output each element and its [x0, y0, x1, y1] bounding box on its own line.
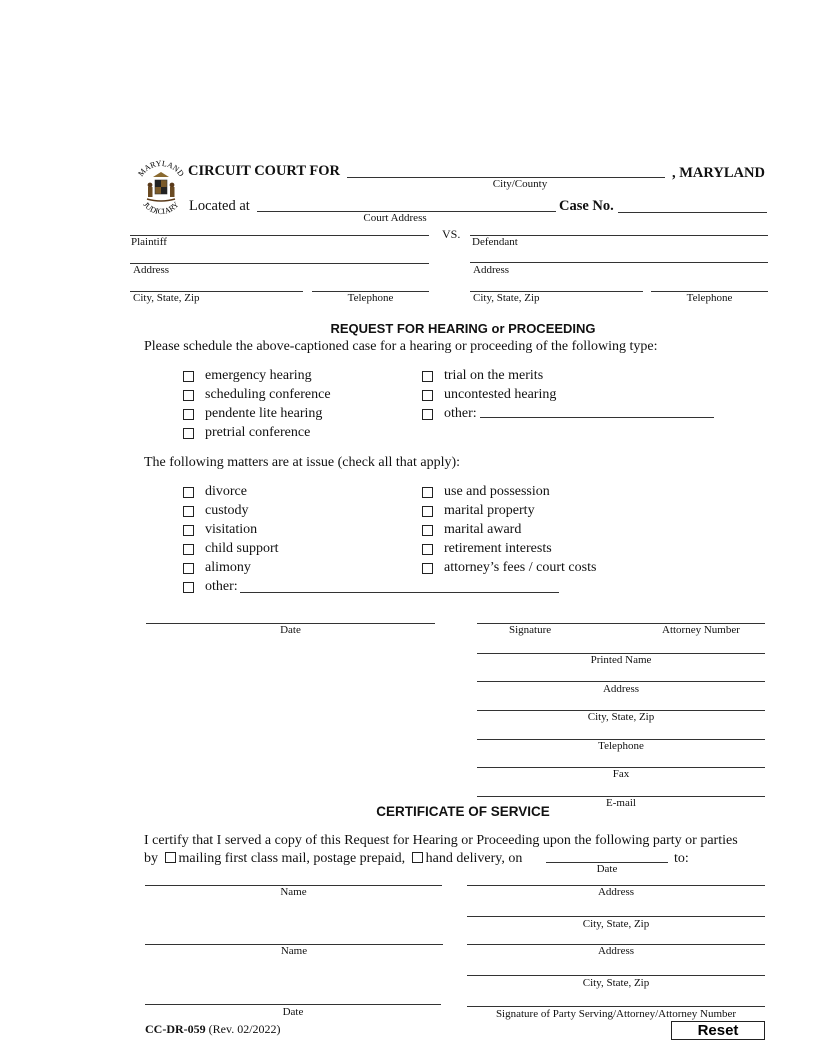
signer-address-label: Address: [602, 683, 640, 695]
checkbox-square[interactable]: [422, 563, 433, 574]
checkbox-square[interactable]: [422, 525, 433, 536]
trial-on-the-merits-checkbox[interactable]: trial on the merits: [422, 368, 543, 384]
divorce-checkbox[interactable]: divorce: [183, 484, 247, 500]
plaintiff-address-field[interactable]: [130, 263, 429, 264]
signature-label: Signature: [509, 624, 552, 636]
emergency-hearing-checkbox[interactable]: emergency hearing: [183, 368, 312, 384]
signer-address-field[interactable]: [477, 681, 765, 682]
alimony-checkbox[interactable]: alimony: [183, 560, 251, 576]
matters-intro: The following matters are at issue (check all that apply):: [144, 455, 461, 470]
request-intro: Please schedule the above-captioned case for a hearing or proceeding of the following type:: [144, 339, 658, 354]
to-label: to:: [674, 851, 689, 866]
defendant-telephone-label: Telephone: [686, 292, 733, 304]
city-county-label: City/County: [492, 178, 548, 190]
service-date-label: Date: [596, 863, 618, 875]
checkbox-square[interactable]: [183, 582, 194, 593]
plaintiff-label: Plaintiff: [131, 236, 167, 248]
uncontested-hearing-checkbox[interactable]: uncontested hearing: [422, 387, 556, 403]
marital-award-checkbox[interactable]: marital award: [422, 522, 521, 538]
other-type-checkbox[interactable]: other:: [422, 406, 477, 422]
plaintiff-address-label: Address: [133, 264, 170, 276]
signer-email-label: E-mail: [606, 797, 636, 809]
served-city-state-zip-1-field[interactable]: [467, 916, 765, 917]
certificate-date-field[interactable]: [145, 1004, 441, 1005]
form-id: CC-DR-059 (Rev. 02/2022): [145, 1022, 281, 1036]
svg-text:MARYLAND: MARYLAND: [136, 158, 186, 179]
scheduling-conference-checkbox[interactable]: scheduling conference: [183, 387, 331, 403]
checkbox-square[interactable]: [183, 390, 194, 401]
served-city-state-zip-2-field[interactable]: [467, 975, 765, 976]
attorneys-fees-court-costs-checkbox[interactable]: attorney’s fees / court costs: [422, 560, 596, 576]
visitation-checkbox[interactable]: visitation: [183, 522, 257, 538]
circuit-court-for-label: CIRCUIT COURT FOR: [188, 163, 341, 179]
seal-icon: [133, 158, 189, 220]
request-title: REQUEST FOR HEARING or PROCEEDING: [330, 321, 596, 336]
child-support-checkbox[interactable]: child support: [183, 541, 279, 557]
reset-button[interactable]: Reset: [671, 1021, 765, 1040]
checkbox-square[interactable]: [183, 428, 194, 439]
located-at-label: Located at: [189, 198, 250, 214]
case-no-label: Case No.: [559, 198, 614, 214]
served-city-state-zip-2-label: City, State, Zip: [582, 977, 650, 989]
defendant-label: Defendant: [472, 236, 518, 248]
certificate-statement: I certify that I served a copy of this Request for Hearing or Proceeding upon the following party or parties: [144, 833, 738, 848]
attorney-number-label: Attorney Number: [662, 624, 740, 636]
checkbox-square[interactable]: [183, 409, 194, 420]
certificate-title: CERTIFICATE OF SERVICE: [376, 804, 550, 819]
signer-fax-label: Fax: [612, 768, 630, 780]
served-address-2-label: Address: [597, 945, 635, 957]
maryland-label: , MARYLAND: [672, 165, 765, 181]
other-type-field[interactable]: [480, 417, 714, 418]
plaintiff-field[interactable]: [130, 235, 429, 236]
printed-name-label: Printed Name: [590, 654, 652, 666]
defendant-address-label: Address: [473, 264, 510, 276]
retirement-interests-checkbox[interactable]: retirement interests: [422, 541, 552, 557]
checkbox-square[interactable]: [422, 506, 433, 517]
checkbox-square[interactable]: [422, 487, 433, 498]
checkbox-square[interactable]: [183, 544, 194, 555]
signer-telephone-label: Telephone: [598, 740, 644, 752]
mailing-checkbox[interactable]: [165, 852, 176, 863]
use-and-possession-checkbox[interactable]: use and possession: [422, 484, 550, 500]
plaintiff-telephone-label: Telephone: [347, 292, 394, 304]
served-name-1-label: Name: [280, 886, 307, 898]
served-address-1-label: Address: [597, 886, 635, 898]
served-name-2-label: Name: [280, 945, 308, 957]
certificate-method-line: by mailing first class mail, postage prepaid, hand delivery, on: [144, 851, 523, 866]
marital-property-checkbox[interactable]: marital property: [422, 503, 535, 519]
checkbox-square[interactable]: [183, 506, 194, 517]
pretrial-conference-checkbox[interactable]: pretrial conference: [183, 425, 310, 441]
case-number-field[interactable]: [618, 212, 767, 213]
other-matter-field[interactable]: [240, 592, 559, 593]
serving-party-signature-label: Signature of Party Serving/Attorney/Attorney Number: [495, 1008, 737, 1020]
plaintiff-city-state-zip-label: City, State, Zip: [133, 292, 200, 304]
served-city-state-zip-1-label: City, State, Zip: [582, 918, 650, 930]
checkbox-square[interactable]: [422, 371, 433, 382]
checkbox-square[interactable]: [183, 525, 194, 536]
checkbox-square[interactable]: [422, 390, 433, 401]
court-address-label: Court Address: [363, 212, 427, 224]
vs-label: VS.: [442, 227, 461, 241]
defendant-address-field[interactable]: [470, 262, 768, 263]
other-matter-checkbox[interactable]: other:: [183, 579, 238, 595]
checkbox-square[interactable]: [183, 563, 194, 574]
maryland-judiciary-seal: [133, 158, 189, 220]
custody-checkbox[interactable]: custody: [183, 503, 249, 519]
certificate-date-label: Date: [282, 1006, 304, 1018]
checkbox-square[interactable]: [183, 371, 194, 382]
signer-city-state-zip-label: City, State, Zip: [587, 711, 655, 723]
request-date-label: Date: [280, 624, 301, 636]
pendente-lite-hearing-checkbox[interactable]: pendente lite hearing: [183, 406, 322, 422]
hand-delivery-checkbox[interactable]: [412, 852, 423, 863]
svg-text:JUDICIARY: JUDICIARY: [141, 200, 181, 217]
checkbox-square[interactable]: [183, 487, 194, 498]
checkbox-square[interactable]: [422, 409, 433, 420]
checkbox-square[interactable]: [422, 544, 433, 555]
defendant-city-state-zip-label: City, State, Zip: [473, 292, 540, 304]
serving-party-signature-field[interactable]: [467, 1006, 765, 1007]
